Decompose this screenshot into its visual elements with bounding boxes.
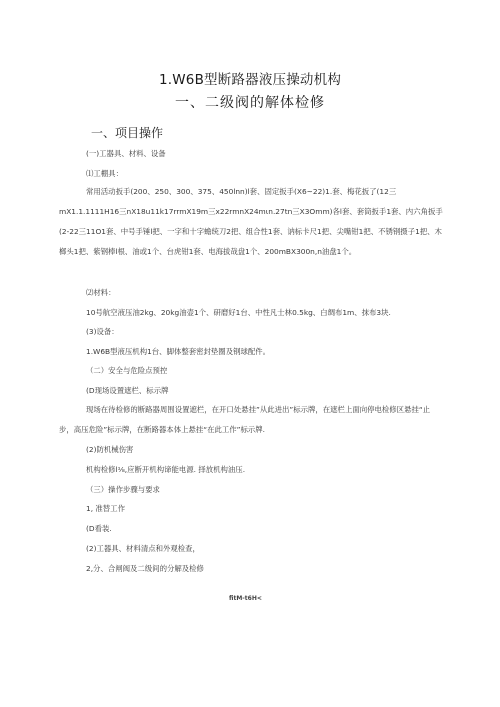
step-1-item-b: (2)工器具、材料清点和外观检查， [86,544,200,553]
equipment-label: (3)设备： [86,327,119,336]
document-subtitle: 一、二级阀的解体检修 [175,95,325,111]
tools-label: ⑴工棚具： [86,169,123,178]
document-title: 1.W6B型断路器液压操动机构 [158,72,342,88]
step-2: 2,分、合闸阀及二级间的分解及检修 [86,564,204,573]
safety-item-mechanical: (2)防机械伤害 [86,445,134,454]
section-heading: 一、项目操作 [91,126,164,140]
safety-barrier-paragraph: 现场在待检修的断路器周围设置遮栏，在开口处悬挂”从此进出”标示牌，在遮栏上面向停电检修区悬挂“止步，高压危险”标示牌，在断路器本体上悬挂“在此工作”标示牌. [59,405,431,434]
materials-label: ⑵材料： [86,288,116,297]
footer-mark: fitM-t6H< [229,595,262,602]
subsection-tools-materials-heading: (一)工器具、材料、设备 [86,149,166,158]
step-1-item-a: (D看装. [86,524,112,533]
safety-mechanical-paragraph: 机构检修l⅛,应断开机构谛能电源. 择放机构油压. [86,465,246,474]
equipment-paragraph: 1.W6B型液压机构1台、脚体整套密封垫圈及钢球配件。 [86,347,271,356]
subsection-safety-heading: （二）安全与危险点预控 [86,366,168,375]
tools-paragraph: 常用活动扳手(200、250、300、375、450lnn)l套、固定扳手(X6~22)1.套、梅花扳了(12三mX1.1.1111H16三nX18u11k17rrmX19m三x22rmnX24mιn.27tn三X3Omm)各l套、套筒扳手1套、内六角扳手(2-22三11O1套、中号手锤l把、一字和十字蟾统刀2把、组合性1套、讷标卡尺1把、尖嘴钳1把、不锈钢摄子1把、木榔头1把、紫钢棒l根、油或1个、台虎钳1套、电海拔哉盘1个、200mBX300n,n油盘1个。 [59,187,443,256]
subsection-steps-heading: （三）操作步骤与要求 [86,485,160,494]
safety-item-barrier: (D现场设置遮栏、标示牌 [86,386,169,395]
materials-paragraph: 10号航空液压油2kg、20kg油壶1个、研磨好1台、中性凡士林0.5kg、白绸布1m、抹布3块. [86,308,391,317]
step-1: 1, 准替工作 [86,504,125,513]
